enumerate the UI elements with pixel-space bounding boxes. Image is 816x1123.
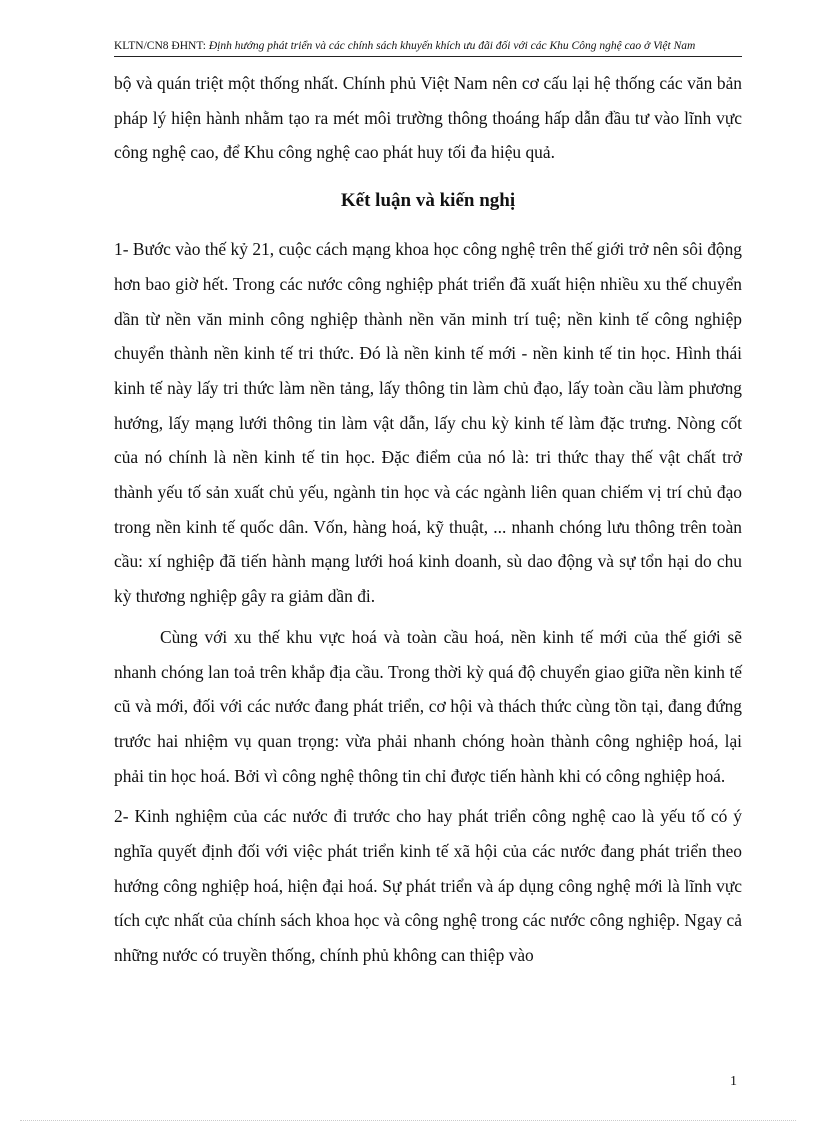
paragraph-3: 2- Kinh nghiệm của các nước đi trước cho hay phát triển công nghệ cao là yếu tố có ý nghĩa quyết định đối với việc phát triển kinh tế xã hội của các nước đang phát triển theo hướng công nghiệp hoá, hiện đại hoá. Sự phát triển và áp dụng công nghệ mới là lĩnh vực tích cực nhất của chính sách khoa học và công nghệ trong các nước công nghiệp. Ngay cả những nước có truyền thống, chính phủ không can thiệp vào xyxy=(114,806,742,966)
document-body xyxy=(114,66,742,973)
footer-divider xyxy=(20,1120,796,1121)
paragraph-2: Cùng với xu thế khu vực hoá và toàn cầu hoá, nền kinh tế mới của thế giới sẽ nhanh chóng lan toả trên khắp địa cầu. Trong thời kỳ quá độ chuyển giao giữa nền kinh tế cũ và mới, đối với các nước đang phát triển, cơ hội và thách thức cùng tồn tại, đang đứng trước hai nhiệm vụ quan trọng: vừa phải nhanh chóng hoàn thành công nghiệp hoá, lại phải tin học hoá. Bởi vì công nghệ thông tin chỉ được tiến hành khi có công nghiệp hoá. xyxy=(114,626,742,786)
paragraph-1: 1- Bước vào thế kỷ 21, cuộc cách mạng khoa học công nghệ trên thế giới trở nên sôi động hơn bao giờ hết. Trong các nước công nghiệp phát triển đã xuất hiện nhiều xu thế chuyển dần từ nền văn minh công nghiệp thành nền văn minh trí tuệ; nền kinh tế công nghiệp chuyển thành nền kinh tế tri thức. Đó là nền kinh tế mới - nền kinh tế tin học. Hình thái kinh tế này lấy tri thức làm nền tảng, lấy thông tin làm chủ đạo, lấy toàn cầu làm phương hướng, lấy mạng lưới thông tin làm vật dẫn, lấy chu kỳ kinh tế làm đặc trưng. Nòng cốt của nó chính là nền kinh tế tin học. Đặc điểm của nó là: tri thức thay thế vật chất trở thành yếu tố sản xuất chủ yếu, ngành tin học và các ngành liên quan chiếm vị trí chủ đạo trong nền kinh tế quốc dân. Vốn, hàng hoá, kỹ thuật, ... nhanh chóng lưu thông trên toàn cầu: xí nghiệp đã tiến hành mạng lưới hoá kinh doanh, sù dao động và sự tổn hại do chu kỳ thương nghiệp gây ra giảm dần đi. xyxy=(114,239,742,607)
header-title: Định hướng phát triển và các chính sách khuyến khích ưu đãi đối với các Khu Công nghệ cao ở Việt Nam xyxy=(208,40,696,52)
intro-paragraph: bộ và quán triệt một thống nhất. Chính phủ Việt Nam nên cơ cấu lại hệ thống các văn bản pháp lý hiện hành nhằm tạo ra mét môi trường thông thoáng hấp dẫn đầu tư vào lĩnh vực công nghệ cao, để Khu công nghệ cao phát huy tối đa hiệu quả. xyxy=(114,73,742,163)
header-code: KLTN/CN8 ĐHNT: xyxy=(114,40,209,52)
page-number: 1 xyxy=(730,1074,737,1089)
section-heading: Kết luận và kiến nghị xyxy=(340,190,516,212)
running-header xyxy=(114,36,742,57)
